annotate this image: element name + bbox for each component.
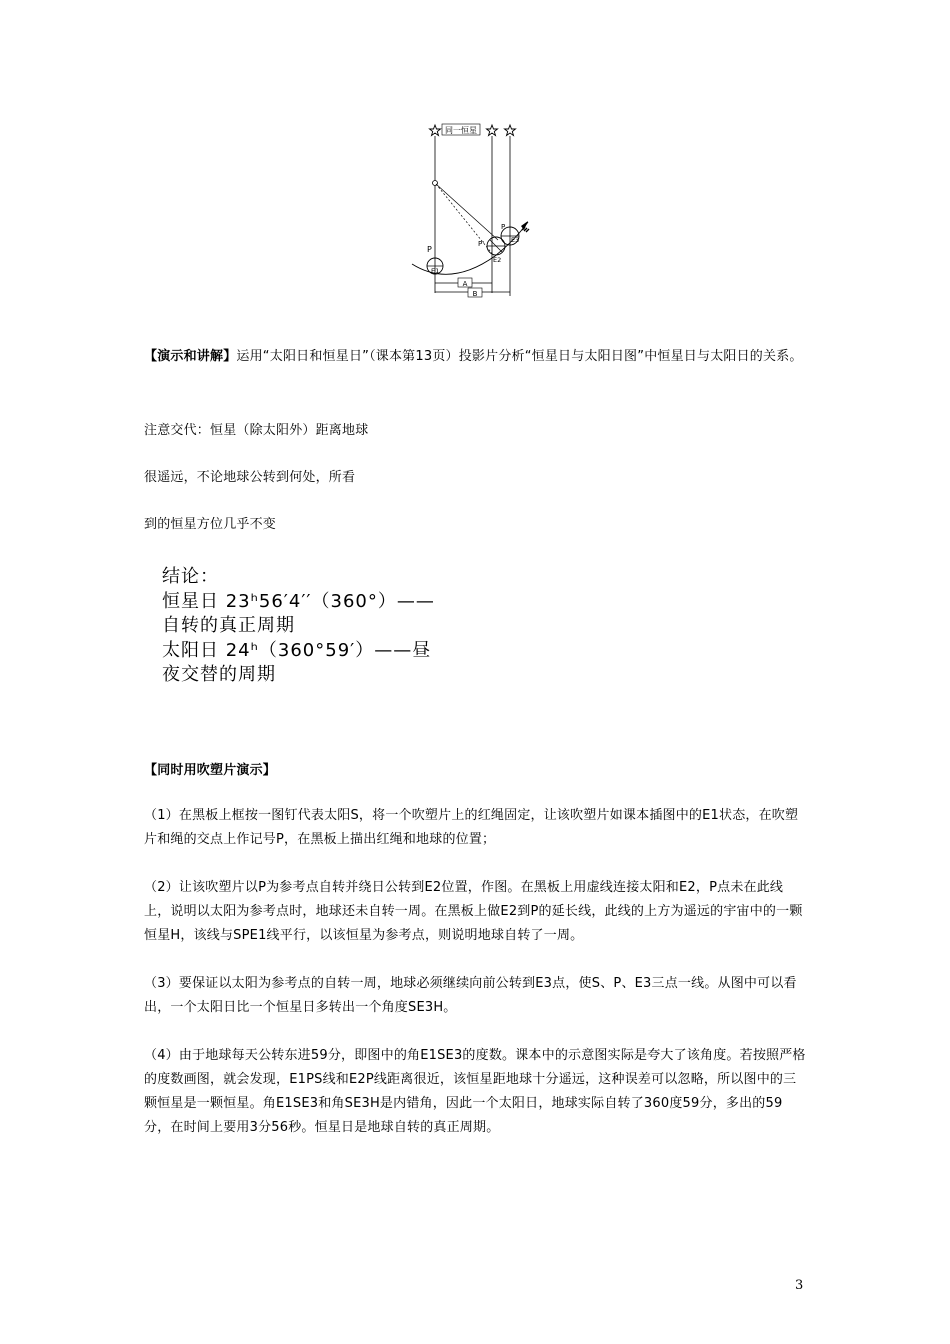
svg-text:P: P [427,245,432,254]
demo-paragraph [144,345,808,369]
step-4: （4）由于地球每天公转东进59分，即图中的角E1SE3的度数。课本中的示意图实际是夸大了该角度。若按照严格的度数画图，就会发现，E1PS线和E2P线距离很近，该恒星距地球十分遥远，这种误差可以忽略，所以图中的三颗恒星是一颗恒星。角E1SE3和角SE3H是内错角，因此一个太阳日，地球实际自转了360度59分，多出的59分，在时间上要用3分56秒。恒星日是地球自转的真正周期。 [144,1048,806,1135]
conclusion-line: 自转的真正周期 [162,615,295,636]
section-heading: 【同时用吹塑片演示】 [144,763,277,778]
svg-text:E1: E1 [431,267,440,275]
sidereal-solar-day-diagram [400,118,560,308]
conclusion-line: 太阳日 24ʰ（360°59′）——昼 [162,639,432,661]
svg-text:A: A [462,280,468,288]
svg-text:P': P' [478,240,485,248]
demo-heading: 【演示和讲解】 [144,349,237,364]
conclusion-box [162,565,462,688]
star-icon [505,125,516,136]
note-line-3: 到的恒星方位几乎不变 [144,517,277,532]
conclusion-line: 恒星日 23ʰ56′4′′（360°）—— [162,590,435,612]
conclusion-line: 夜交替的周期 [162,664,276,685]
star-icon [430,125,441,136]
page-number: 3 [795,1278,804,1293]
step-3: （3）要保证以太阳为参考点的自转一周，地球必须继续向前公转到E3点，使S、P、E3三点一线。从图中可以看出，一个太阳日比一个恒星日多转出一个角度SE3H。 [144,976,797,1015]
svg-text:B: B [472,290,478,298]
demo-text: 运用“太阳日和恒星日”（课本第13页）投影片分析“恒星日与太阳日图”中恒星日与太阳日的关系。 [236,349,803,364]
svg-text:P: P [501,223,506,231]
conclusion-line: 结论： [162,566,219,587]
svg-text:E2: E2 [493,256,502,264]
star-label: 同一恒星 [445,126,477,135]
step-2: （2）让该吹塑片以P为参考点自转并绕日公转到E2位置，作图。在黑板上用虚线连接太阳和E2，P点未在此线上，说明以太阳为参考点时，地球还未自转一周。在黑板上做E2到P的延长线，此线的上方为遥远的宇宙中的一颗恒星H，该线与SPE1线平行，以该恒星为参考点，则说明地球自转了一周。 [144,880,803,943]
note-line-2: 很遥远，不论地球公转到何处，所看 [144,470,356,485]
svg-text:E3: E3 [511,236,520,244]
step-1: （1）在黑板上框按一图钉代表太阳S，将一个吹塑片上的红绳固定，让该吹塑片如课本插图中的E1状态，在吹塑片和绳的交点上作记号P，在黑板上描出红绳和地球的位置； [144,808,799,847]
note-line-1: 注意交代：恒星（除太阳外）距离地球 [144,423,369,438]
star-icon [487,125,498,136]
